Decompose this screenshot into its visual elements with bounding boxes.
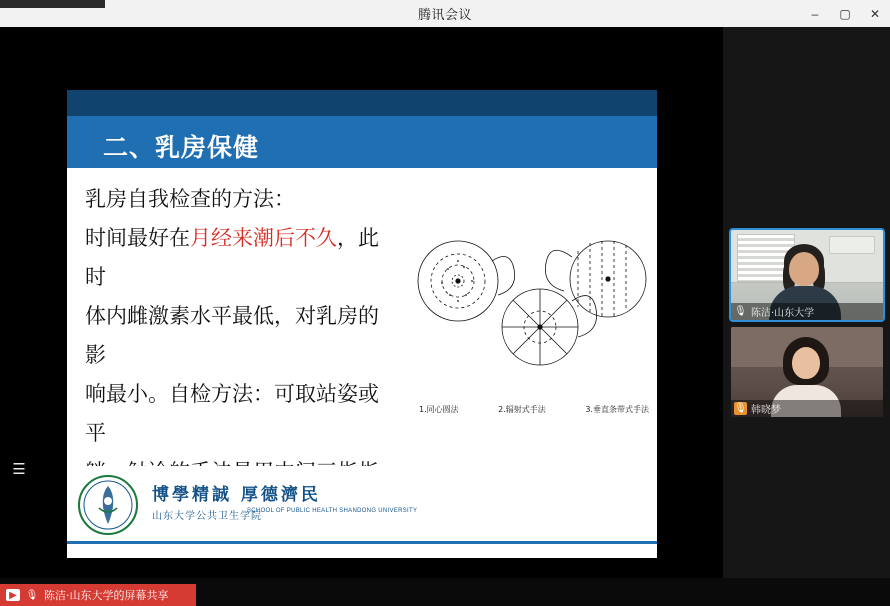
breast-self-exam-diagrams: [412, 235, 647, 425]
school-name-cn: 山东大学公共卫生学院: [152, 511, 262, 522]
close-button[interactable]: ✕: [869, 6, 881, 21]
bottom-bar: [0, 578, 890, 606]
meeting-stage: [0, 27, 890, 606]
mic-icon: 🎙: [25, 589, 39, 601]
list-icon[interactable]: ☰: [12, 461, 26, 478]
camera-icon: ▶: [6, 589, 20, 601]
participant-nameplate: [731, 400, 883, 417]
slide-line-1: 乳房自我检查的方法：: [85, 187, 295, 211]
slide-line-2-highlight: 月经来潮后不久: [190, 226, 337, 250]
left-rail: [0, 27, 38, 578]
window-tab-strip: [0, 0, 105, 8]
maximize-button[interactable]: ▢: [839, 6, 851, 21]
participant-name: 陈洁·山东大学: [751, 308, 815, 319]
screen-share-status-text: 陈洁·山东大学的屏幕共享: [44, 589, 169, 602]
minimize-button[interactable]: –: [811, 6, 819, 21]
university-motto: 博學精誠 厚德濟民: [152, 485, 321, 505]
slide-title: 二、乳房保健: [103, 133, 260, 162]
university-emblem-icon: [77, 474, 139, 536]
participant-name: 韩晓梦: [751, 405, 781, 416]
window-title: 腾讯会议: [417, 7, 472, 22]
diagram-caption-3: 3.垂直条带式手法: [585, 405, 649, 414]
participant-tile[interactable]: [731, 230, 883, 320]
slide-line-4: 响最小。自检方法：可取站姿或平: [85, 382, 379, 445]
presentation-slide: [67, 90, 657, 558]
screen-share-status-badge[interactable]: [0, 584, 196, 606]
participant-tile[interactable]: [731, 327, 883, 417]
title-bar: [0, 0, 890, 28]
participant-nameplate: [731, 303, 883, 320]
mic-muted-icon: 🎙: [734, 402, 747, 414]
slide-line-2-b: ，此时: [85, 226, 379, 289]
footer-accent-rule: [67, 541, 657, 544]
slide-footer: [67, 466, 657, 558]
participant-panel: [723, 27, 890, 578]
mic-icon: 🎙: [734, 305, 747, 317]
slide-line-2: [85, 219, 385, 297]
diagram-captions: [419, 404, 649, 415]
shared-screen-area[interactable]: [0, 27, 723, 578]
slide-line-2-a: 时间最好在: [85, 226, 190, 250]
window-controls: [800, 0, 890, 27]
slide-line-3: 体内雌激素水平最低，对乳房的影: [85, 304, 379, 367]
slide-header-band-dark: [67, 90, 657, 116]
school-name-en: SCHOOL OF PUBLIC HEALTH SHANDONG UNIVERSITY: [247, 508, 418, 514]
diagram-caption-1: 1.同心圆法: [419, 405, 459, 414]
diagram-caption-2: 2.辐射式手法: [498, 405, 546, 414]
